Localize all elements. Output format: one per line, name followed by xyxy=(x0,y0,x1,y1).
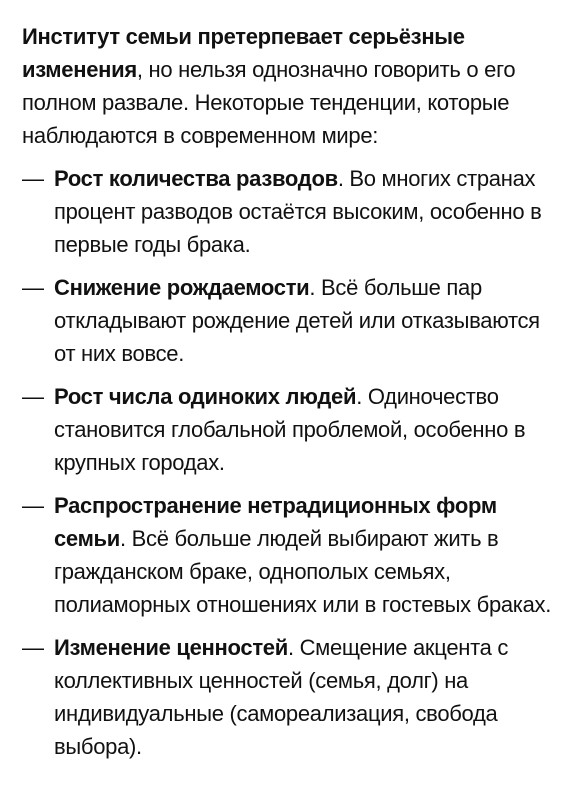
list-item-bold: Распространение нетрадиционных форм семьи xyxy=(54,493,497,551)
intro-text: , но нельзя однозначно говорить о его полном развале. Некоторые тенденции, которые наблюдаются в современном мире: xyxy=(22,57,516,148)
intro-bold: Институт семьи претерпевает серьёзные изменения xyxy=(22,24,465,82)
list-item-text: . Всё больше пар откладывают рождение детей или отказываются от них вовсе. xyxy=(54,275,540,366)
list-item-bold: Снижение рождаемости xyxy=(54,275,310,300)
dash-marker: — xyxy=(22,275,44,300)
list-item-bold: Изменение ценностей xyxy=(54,635,288,660)
list-item xyxy=(22,271,566,370)
intro-paragraph xyxy=(22,20,566,152)
list-item-bold: Рост числа одиноких людей xyxy=(54,384,357,409)
document-body xyxy=(22,20,566,773)
list-item-text: . Одиночество становится глобальной проблемой, особенно в крупных городах. xyxy=(54,384,526,475)
list-item xyxy=(22,631,566,763)
list-item-text: . Смещение акцента с коллективных ценностей (семья, долг) на индивидуальные (самореализация, свобода выбора). xyxy=(54,635,509,759)
trend-list xyxy=(22,162,566,763)
dash-marker: — xyxy=(22,384,44,409)
list-item xyxy=(22,162,566,261)
list-item-text: . Всё больше людей выбирают жить в гражданском браке, однополых семьях, полиаморных отношениях или в гостевых браках. xyxy=(54,526,552,617)
dash-marker: — xyxy=(22,493,44,518)
list-item xyxy=(22,489,566,621)
dash-marker: — xyxy=(22,635,44,660)
list-item xyxy=(22,380,566,479)
list-item-text: . Во многих странах процент разводов остаётся высоким, особенно в первые годы брака. xyxy=(54,166,542,257)
dash-marker: — xyxy=(22,166,44,191)
list-item-bold: Рост количества разводов xyxy=(54,166,338,191)
